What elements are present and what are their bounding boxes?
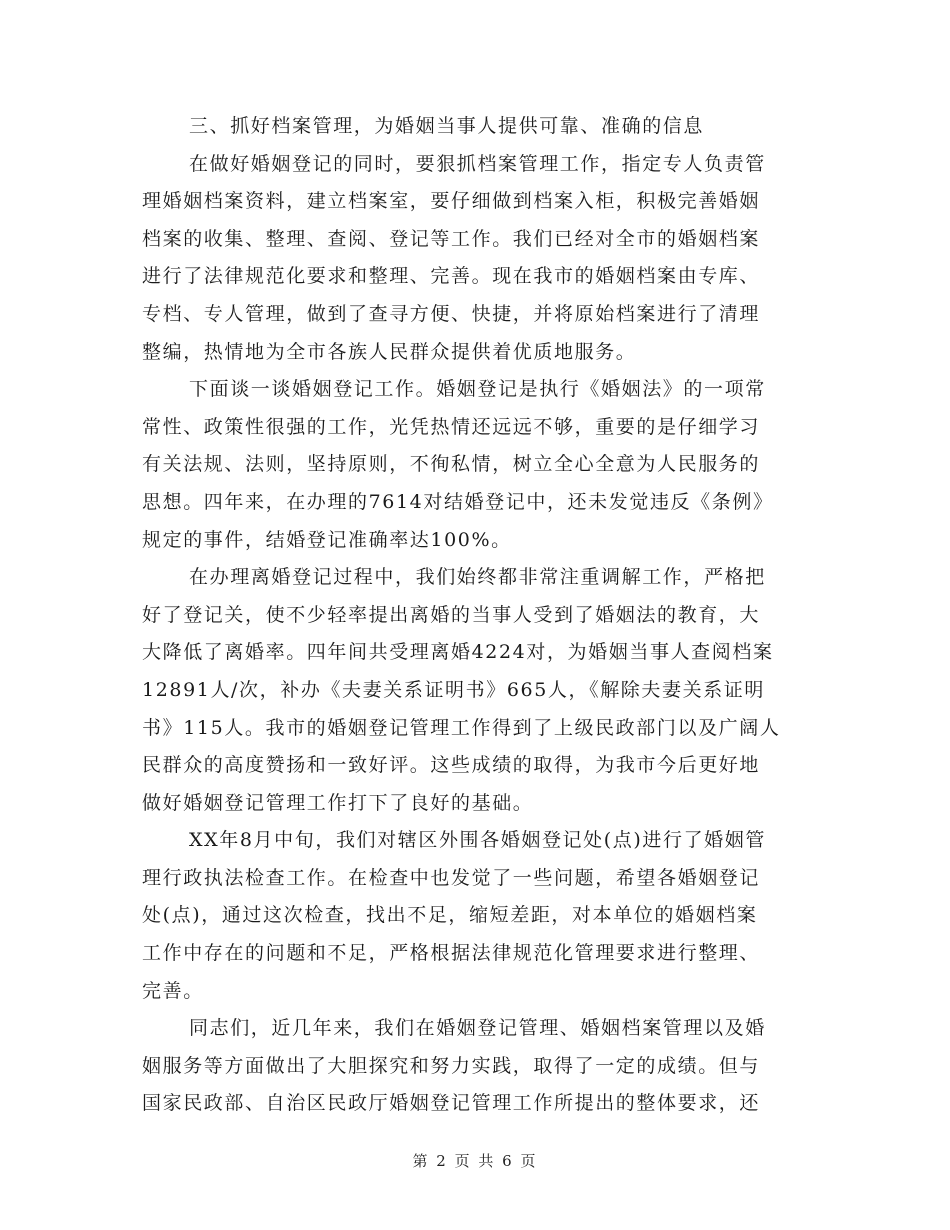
paragraph-line: 有关法规、法则，坚持原则，不徇私情，树立全心全意为人民服务的 (142, 453, 761, 476)
paragraph-line: 规定的事件，结婚登记准确率达100%。 (142, 528, 512, 551)
paragraph-line: 书》115人。我市的婚姻登记管理工作得到了上级民政部门以及广阔人 (142, 716, 781, 739)
paragraph-line: XX年8月中旬，我们对辖区外围各婚姻登记处(点)进行了婚姻管 (189, 829, 766, 852)
paragraph-inspection (142, 822, 806, 1010)
paragraph-line: 完善。 (142, 979, 204, 1002)
paragraph-line: 姻服务等方面做出了大胆探究和努力实践，取得了一定的成绩。但与 (142, 1054, 761, 1077)
paragraph-line: 下面谈一谈婚姻登记工作。婚姻登记是执行《婚姻法》的一项常 (189, 378, 766, 401)
paragraph-line: 做好婚姻登记管理工作打下了良好的基础。 (142, 791, 534, 814)
section-heading: 三、抓好档案管理，为婚姻当事人提供可靠、准确的信息 (189, 115, 705, 137)
paragraph-line: 国家民政部、自治区民政厅婚姻登记管理工作所提出的整体要求，还 (142, 1092, 761, 1115)
paragraph-line: 理婚姻档案资料，建立档案室，要仔细做到档案入柜，积极完善婚姻 (142, 190, 761, 213)
paragraph-archive-management (142, 146, 806, 372)
page-number-footer: 第 2 页 共 6 页 (412, 1152, 538, 1170)
paragraph-line: 大降低了离婚率。四年间共受理离婚4224对，为婚姻当事人查阅档案 (142, 641, 774, 664)
paragraph-line: 专档、专人管理，做到了查寻方便、快捷，并将原始档案进行了清理 (142, 302, 761, 325)
paragraph-line: 常性、政策性很强的工作，光凭热情还远远不够，重要的是仔细学习 (142, 415, 761, 438)
paragraph-marriage-registration (142, 371, 806, 559)
document-body (142, 108, 806, 1123)
paragraph-line: 理行政执法检查工作。在检查中也发觉了一些问题，希望各婚姻登记 (142, 866, 761, 889)
paragraph-comrades (142, 1010, 806, 1123)
paragraph-line: 12891人/次，补办《夫妻关系证明书》665人，《解除夫妻关系证明 (142, 678, 766, 701)
paragraph-line: 同志们，近几年来，我们在婚姻登记管理、婚姻档案管理以及婚 (189, 1017, 766, 1040)
paragraph-line: 工作中存在的问题和不足，严格根据法律规范化管理要求进行整理、 (142, 942, 761, 965)
paragraph-divorce-registration (142, 559, 806, 822)
paragraph-line: 思想。四年来，在办理的7614对结婚登记中，还未发觉违反《条例》 (142, 490, 774, 513)
paragraph-line: 在做好婚姻登记的同时，要狠抓档案管理工作，指定专人负责管 (189, 152, 766, 175)
paragraph-line: 在办理离婚登记过程中，我们始终都非常注重调解工作，严格把 (189, 566, 766, 589)
paragraph-line: 进行了法律规范化要求和整理、完善。现在我市的婚姻档案由专库、 (142, 265, 761, 288)
paragraph-line: 处(点)，通过这次检查，找出不足，缩短差距，对本单位的婚姻档案 (142, 904, 758, 927)
paragraph-line: 民群众的高度赞扬和一致好评。这些成绩的取得，为我市今后更好地 (142, 754, 761, 777)
paragraph-line: 好了登记关，使不少轻率提出离婚的当事人受到了婚姻法的教育，大 (142, 603, 761, 626)
paragraph-line: 整编，热情地为全市各族人民群众提供着优质地服务。 (142, 340, 637, 363)
paragraph-line: 档案的收集、整理、查阅、登记等工作。我们已经对全市的婚姻档案 (142, 227, 761, 250)
